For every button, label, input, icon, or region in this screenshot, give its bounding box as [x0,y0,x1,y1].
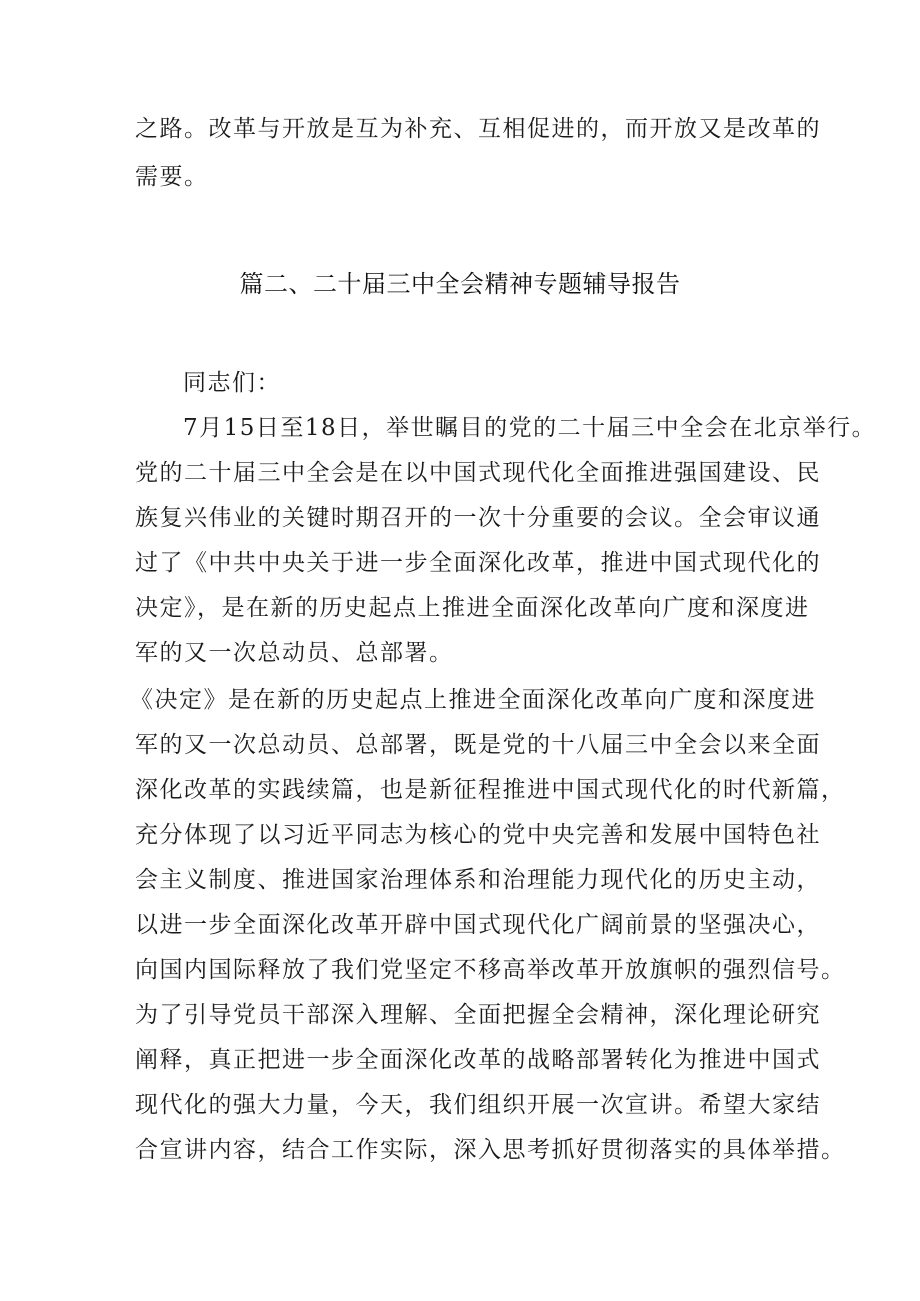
paragraph2-line-6: 以进一步全面深化改革开辟中国式现代化广阔前景的坚强决心， [135,912,821,938]
paragraph1-line-5: 决定》，是在新的历史起点上推进全面深化改革向广度和深度进 [135,595,810,621]
paragraph2-line-9: 阐释，真正把进一步全面深化改革的战略部署转化为推进中国式 [135,1047,821,1073]
paragraph2-line-3: 深化改革的实践续篇，也是新征程推进中国式现代化的时代新篇， [135,777,846,803]
paragraph1-line-2: 党的二十届三中全会是在以中国式现代化全面推进强国建设、民 [135,460,821,486]
paragraph2-line-5: 会主义制度、推进国家治理体系和治理能力现代化的历史主动， [135,867,821,893]
paragraph2-line-4: 充分体现了以习近平同志为核心的党中央完善和发展中国特色社 [135,822,821,848]
intro-line-2: 需要。 [135,164,209,190]
paragraph1-line-6: 军的又一次总动员、总部署。 [135,640,454,666]
paragraph1-line-1: 7月15日至18日，举世瞩目的党的二十届三中全会在北京举行。 [183,415,877,441]
paragraph2-line-11: 合宣讲内容，结合工作实际，深入思考抓好贯彻落实的具体举措。 [135,1137,846,1163]
paragraph2-line-1: 《决定》是在新的历史起点上推进全面深化改革向广度和深度进 [130,687,816,713]
section-title: 篇二、二十届三中全会精神专题辅导报告 [239,270,681,298]
paragraph1-line-4: 过了《中共中央关于进一步全面深化改革，推进中国式现代化的 [135,550,821,576]
paragraph2-line-10: 现代化的强大力量，今天，我们组织开展一次宣讲。希望大家结 [135,1092,821,1118]
paragraph1-line-3: 族复兴伟业的关键时期召开的一次十分重要的会议。全会审议通 [135,505,821,531]
paragraph2-line-7: 向国内国际释放了我们党坚定不移高举改革开放旗帜的强烈信号。 [135,957,846,983]
intro-line-1: 之路。改革与开放是互为补充、互相促进的，而开放又是改革的 [135,116,821,142]
paragraph2-line-2: 军的又一次总动员、总部署，既是党的十八届三中全会以来全面 [135,732,821,758]
salutation: 同志们： [183,370,281,396]
paragraph2-line-8: 为了引导党员干部深入理解、全面把握全会精神，深化理论研究 [135,1002,821,1028]
